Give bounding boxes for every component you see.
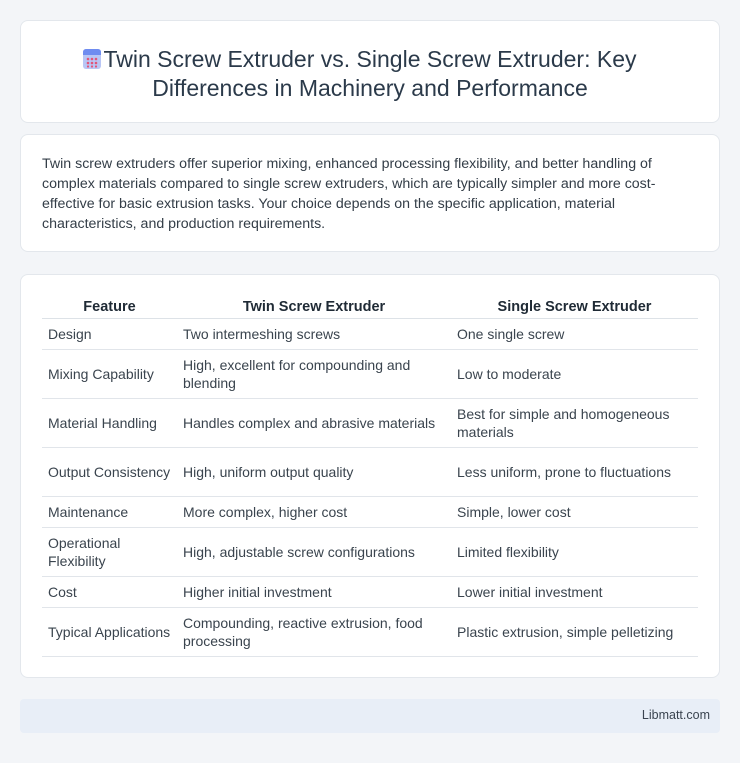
table-row — [42, 398, 698, 447]
twin-screw-cell: Handles complex and abrasive materials — [177, 398, 451, 447]
comparison-card — [20, 274, 720, 678]
header-twin-screw: Twin Screw Extruder — [177, 297, 451, 318]
comparison-table — [42, 297, 698, 657]
feature-cell: Maintenance — [42, 496, 177, 527]
single-screw-cell: Simple, lower cost — [451, 496, 698, 527]
table-row — [42, 607, 698, 656]
footer — [20, 699, 720, 733]
single-screw-cell: Limited flexibility — [451, 527, 698, 576]
title-card — [20, 20, 720, 123]
feature-cell: Typical Applications — [42, 607, 177, 656]
feature-cell: Operational Flexibility — [42, 527, 177, 576]
single-screw-cell: Plastic extrusion, simple pelletizing — [451, 607, 698, 656]
single-screw-cell: Lower initial investment — [451, 576, 698, 607]
page-title: Twin Screw Extruder vs. Single Screw Extruder: Key Differences in Machinery and Performance — [103, 46, 637, 101]
feature-cell: Design — [42, 318, 177, 349]
twin-screw-cell: High, adjustable screw configurations — [177, 527, 451, 576]
twin-screw-cell: High, uniform output quality — [177, 447, 451, 496]
intro-text: Twin screw extruders offer superior mixing, enhanced processing flexibility, and better handling of complex materials compared to single screw extruders, which are typically simpler and more cost-effective for basic extrusion tasks. Your choice depends on the specific application, material characteristics, and production requirements. — [42, 156, 656, 232]
header-feature: Feature — [42, 297, 177, 318]
single-screw-cell: Low to moderate — [451, 349, 698, 398]
single-screw-cell: Less uniform, prone to fluctuations — [451, 447, 698, 496]
twin-screw-cell: High, excellent for compounding and blending — [177, 349, 451, 398]
table-row — [42, 447, 698, 496]
table-row — [42, 349, 698, 398]
table-row — [42, 576, 698, 607]
feature-cell: Material Handling — [42, 398, 177, 447]
single-screw-cell: One single screw — [451, 318, 698, 349]
single-screw-cell: Best for simple and homogeneous materials — [451, 398, 698, 447]
feature-cell: Cost — [42, 576, 177, 607]
table-row — [42, 527, 698, 576]
intro-card — [20, 134, 720, 252]
twin-screw-cell: Compounding, reactive extrusion, food processing — [177, 607, 451, 656]
footer-brand[interactable]: Libmatt.com — [641, 708, 710, 722]
table-row — [42, 318, 698, 349]
feature-cell: Output Consistency — [42, 447, 177, 496]
twin-screw-cell: Higher initial investment — [177, 576, 451, 607]
twin-screw-cell: More complex, higher cost — [177, 496, 451, 527]
table-row — [42, 496, 698, 527]
twin-screw-cell: Two intermeshing screws — [177, 318, 451, 349]
feature-cell: Mixing Capability — [42, 349, 177, 398]
header-single-screw: Single Screw Extruder — [451, 297, 698, 318]
table-header-row — [42, 297, 698, 318]
